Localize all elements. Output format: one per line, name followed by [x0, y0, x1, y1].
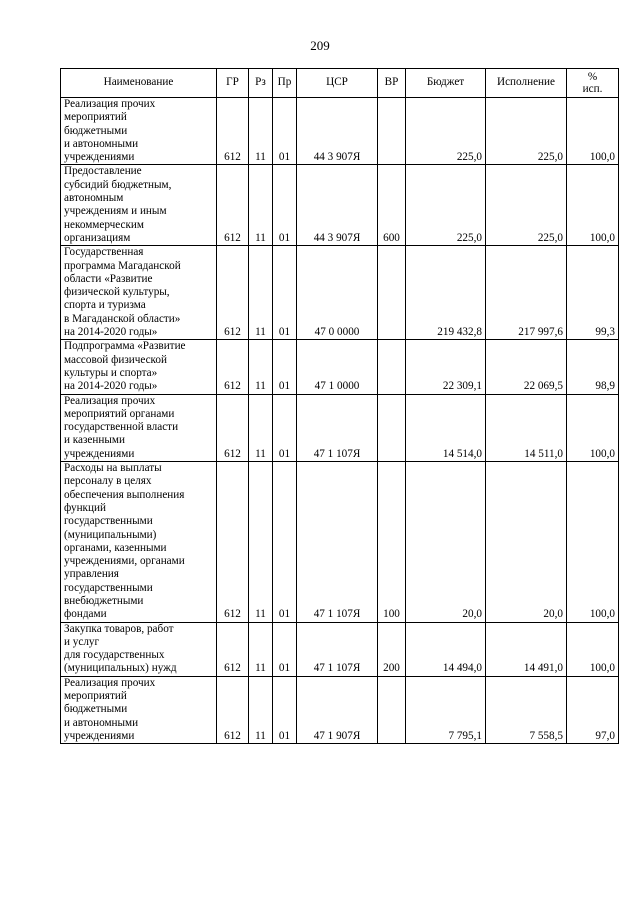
cell-csr: 47 1 107Я [297, 622, 378, 676]
table-row [61, 622, 619, 676]
cell-vr [378, 246, 406, 340]
cell-percent: 100,0 [567, 462, 619, 623]
cell-csr: 44 3 907Я [297, 98, 378, 165]
header-csr: ЦСР [297, 69, 378, 98]
cell-budget: 225,0 [406, 98, 486, 165]
cell-execution: 217 997,6 [486, 246, 567, 340]
cell-name: Подпрограмма «Развитие массовой физической культуры и спорта» на 2014-2020 годы» [61, 340, 217, 394]
cell-pr: 01 [273, 98, 297, 165]
cell-execution: 20,0 [486, 462, 567, 623]
table-row [61, 394, 619, 461]
cell-pr: 01 [273, 462, 297, 623]
table-row [61, 462, 619, 623]
cell-vr: 600 [378, 165, 406, 246]
cell-gr: 612 [217, 622, 249, 676]
cell-gr: 612 [217, 676, 249, 743]
header-pr: Пр [273, 69, 297, 98]
table-row [61, 98, 619, 165]
cell-gr: 612 [217, 165, 249, 246]
cell-budget: 14 494,0 [406, 622, 486, 676]
cell-execution: 225,0 [486, 98, 567, 165]
table-row [61, 246, 619, 340]
page-number: 209 [310, 38, 330, 53]
cell-budget: 14 514,0 [406, 394, 486, 461]
cell-percent: 100,0 [567, 165, 619, 246]
table-row [61, 165, 619, 246]
cell-execution: 225,0 [486, 165, 567, 246]
cell-gr: 612 [217, 246, 249, 340]
budget-execution-table [60, 68, 619, 744]
table-row [61, 676, 619, 743]
header-vr: ВР [378, 69, 406, 98]
cell-rz: 11 [249, 165, 273, 246]
cell-name: Предоставление субсидий бюджетным, автономным учреждениям и иным некоммерческим организациям [61, 165, 217, 246]
cell-gr: 612 [217, 394, 249, 461]
cell-name: Реализация прочих мероприятий бюджетными и автономными учреждениями [61, 676, 217, 743]
cell-pr: 01 [273, 676, 297, 743]
cell-percent: 99,3 [567, 246, 619, 340]
cell-name: Государственная программа Магаданской области «Развитие физической культуры, спорта и туризма в Магаданской области» на 2014-2020 годы» [61, 246, 217, 340]
cell-budget: 22 309,1 [406, 340, 486, 394]
cell-rz: 11 [249, 394, 273, 461]
cell-execution: 14 491,0 [486, 622, 567, 676]
cell-rz: 11 [249, 340, 273, 394]
cell-budget: 219 432,8 [406, 246, 486, 340]
cell-budget: 225,0 [406, 165, 486, 246]
cell-name: Реализация прочих мероприятий органами государственной власти и казенными учреждениями [61, 394, 217, 461]
cell-percent: 100,0 [567, 622, 619, 676]
cell-name: Расходы на выплаты персоналу в целях обеспечения выполнения функций государственными (муниципальными) органами, казенными учреждениями, органами управления государственными внебюджетными фондами [61, 462, 217, 623]
header-gr: ГР [217, 69, 249, 98]
cell-csr: 47 1 907Я [297, 676, 378, 743]
header-name: Наименование [61, 69, 217, 98]
cell-execution: 22 069,5 [486, 340, 567, 394]
cell-rz: 11 [249, 622, 273, 676]
cell-rz: 11 [249, 462, 273, 623]
cell-name: Реализация прочих мероприятий бюджетными и автономными учреждениями [61, 98, 217, 165]
table-header-row [61, 69, 619, 98]
cell-execution: 14 511,0 [486, 394, 567, 461]
cell-csr: 47 0 0000 [297, 246, 378, 340]
cell-pr: 01 [273, 394, 297, 461]
header-budget: Бюджет [406, 69, 486, 98]
cell-gr: 612 [217, 462, 249, 623]
cell-percent: 100,0 [567, 394, 619, 461]
cell-percent: 100,0 [567, 98, 619, 165]
table-row [61, 340, 619, 394]
cell-csr: 47 1 107Я [297, 462, 378, 623]
header-rz: Рз [249, 69, 273, 98]
cell-vr [378, 676, 406, 743]
cell-vr: 200 [378, 622, 406, 676]
cell-vr: 100 [378, 462, 406, 623]
header-execution: Исполнение [486, 69, 567, 98]
cell-rz: 11 [249, 676, 273, 743]
cell-pr: 01 [273, 340, 297, 394]
cell-pr: 01 [273, 622, 297, 676]
cell-csr: 47 1 0000 [297, 340, 378, 394]
cell-pr: 01 [273, 246, 297, 340]
cell-vr [378, 340, 406, 394]
cell-percent: 98,9 [567, 340, 619, 394]
header-percent: % исп. [567, 69, 619, 98]
cell-percent: 97,0 [567, 676, 619, 743]
cell-rz: 11 [249, 246, 273, 340]
cell-csr: 44 3 907Я [297, 165, 378, 246]
cell-csr: 47 1 107Я [297, 394, 378, 461]
cell-pr: 01 [273, 165, 297, 246]
cell-name: Закупка товаров, работ и услуг для государственных (муниципальных) нужд [61, 622, 217, 676]
cell-gr: 612 [217, 340, 249, 394]
cell-vr [378, 98, 406, 165]
cell-rz: 11 [249, 98, 273, 165]
cell-gr: 612 [217, 98, 249, 165]
cell-budget: 7 795,1 [406, 676, 486, 743]
cell-vr [378, 394, 406, 461]
cell-execution: 7 558,5 [486, 676, 567, 743]
cell-budget: 20,0 [406, 462, 486, 623]
